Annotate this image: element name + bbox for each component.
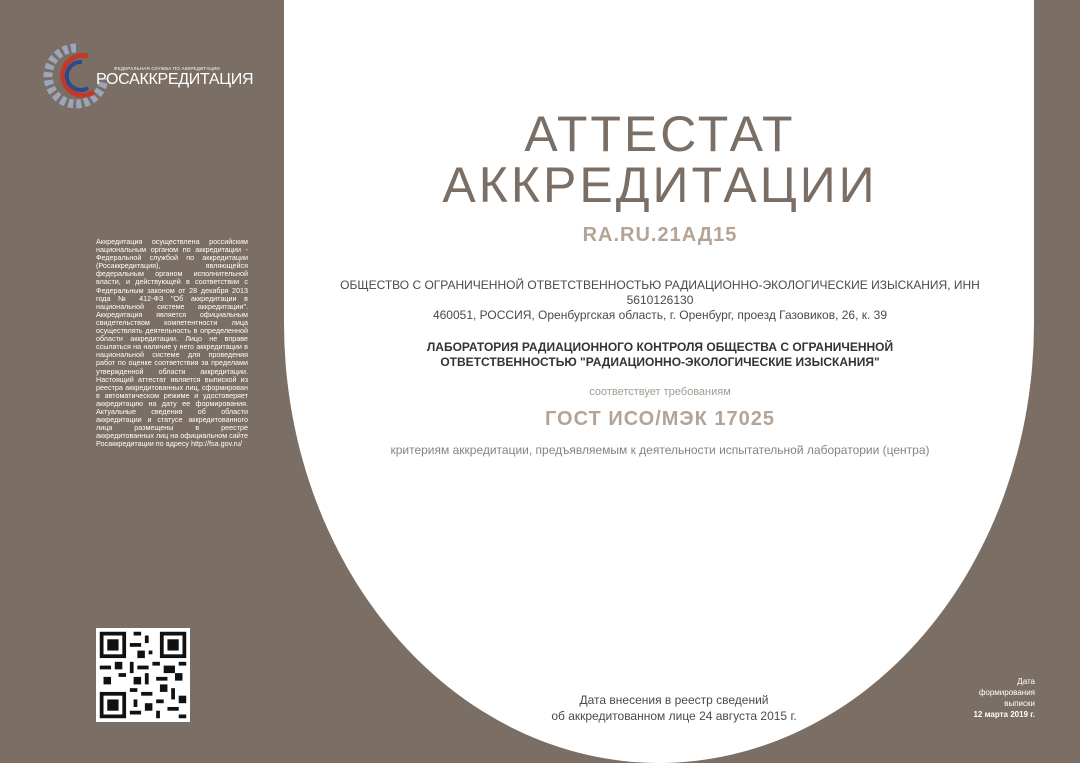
generation-date <box>940 676 1035 720</box>
certificate-title-line1: АТТЕСТАТ <box>524 106 796 162</box>
registry-date-line1: Дата внесения в реестр сведений <box>579 693 769 707</box>
rosaccreditation-logo <box>42 42 254 112</box>
certificate-title-line2: АККРЕДИТАЦИИ <box>442 157 878 213</box>
qr-code[interactable] <box>96 628 190 722</box>
generation-date-label2: формирования <box>978 688 1035 697</box>
requirements-label: соответствует требованиям <box>589 386 731 398</box>
generation-date-value: 12 марта 2019 г. <box>973 710 1035 719</box>
laboratory-name-line1: ЛАБОРАТОРИЯ РАДИАЦИОННОГО КОНТРОЛЯ ОБЩЕСТВА С ОГРАНИЧЕННОЙ <box>426 340 894 354</box>
logo-agency-line: ФЕДЕРАЛЬНАЯ СЛУЖБА ПО АККРЕДИТАЦИИ <box>114 66 220 71</box>
criteria-text: критериям аккредитации, предъявляемым к деятельности испытательной лаборатории (центра) <box>390 443 930 457</box>
organization-name: ОБЩЕСТВО С ОГРАНИЧЕННОЙ ОТВЕТСТВЕННОСТЬЮ РАДИАЦИОННО-ЭКОЛОГИЧЕСКИЕ ИЗЫСКАНИЯ, ИНН <box>340 278 980 292</box>
organization-details <box>300 278 1020 323</box>
generation-date-label3: выписки <box>1004 699 1035 708</box>
laboratory-name-line2: ОТВЕТСТВЕННОСТЬЮ "РАДИАЦИОННО-ЭКОЛОГИЧЕСКИЕ ИЗЫСКАНИЯ" <box>440 355 880 369</box>
registry-date-line2: об аккредитованном лице 24 августа 2015 г. <box>551 709 797 723</box>
organization-address: 460051, РОССИЯ, Оренбургская область, г. Оренбург, проезд Газовиков, 26, к. 39 <box>432 308 888 322</box>
registration-number: RA.RU.21АД15 <box>582 224 738 246</box>
laboratory-name <box>300 340 1020 370</box>
generation-date-label1: Дата <box>1017 677 1035 686</box>
registry-date <box>474 692 874 724</box>
organization-inn: 5610126130 <box>626 293 694 307</box>
qr-code-icon <box>96 628 190 722</box>
accreditation-legal-text: Аккредитация осуществлена российским национальным органом по аккредитации - Федеральной службой по аккредитации (Росаккредитация), являющейся федеральным органом исполнительной власти, и действующей в соответствии с Федеральным законом от 28 декабря 2013 года № 412-ФЗ "Об аккредитации в национальной системе аккредитации". Аккредитация является официальным свидетельством компетентности лица осуществлять деятельность в определенной области аккредитации. Лицо не вправе ссылаться на наличие у него аккредитации в национальной системе для проведения работ по оценке соответствия за пределами утвержденной области аккредитации. Настоящий аттестат является выпиской из реестра аккредитованных лиц, сформирован в автоматическом режиме и удостоверяет аккредитацию на дату ее формирования. Актуальные сведения об области аккредитации и статусе аккредитованного лица размещены в реестре аккредитованных лиц на официальном сайте Росаккредитации по адресу http://fsa.gov.ru/ <box>96 237 248 449</box>
logo-name: РОСАККРЕДИТАЦИЯ <box>96 71 254 88</box>
standard-name: ГОСТ ИСО/МЭК 17025 <box>544 408 776 430</box>
